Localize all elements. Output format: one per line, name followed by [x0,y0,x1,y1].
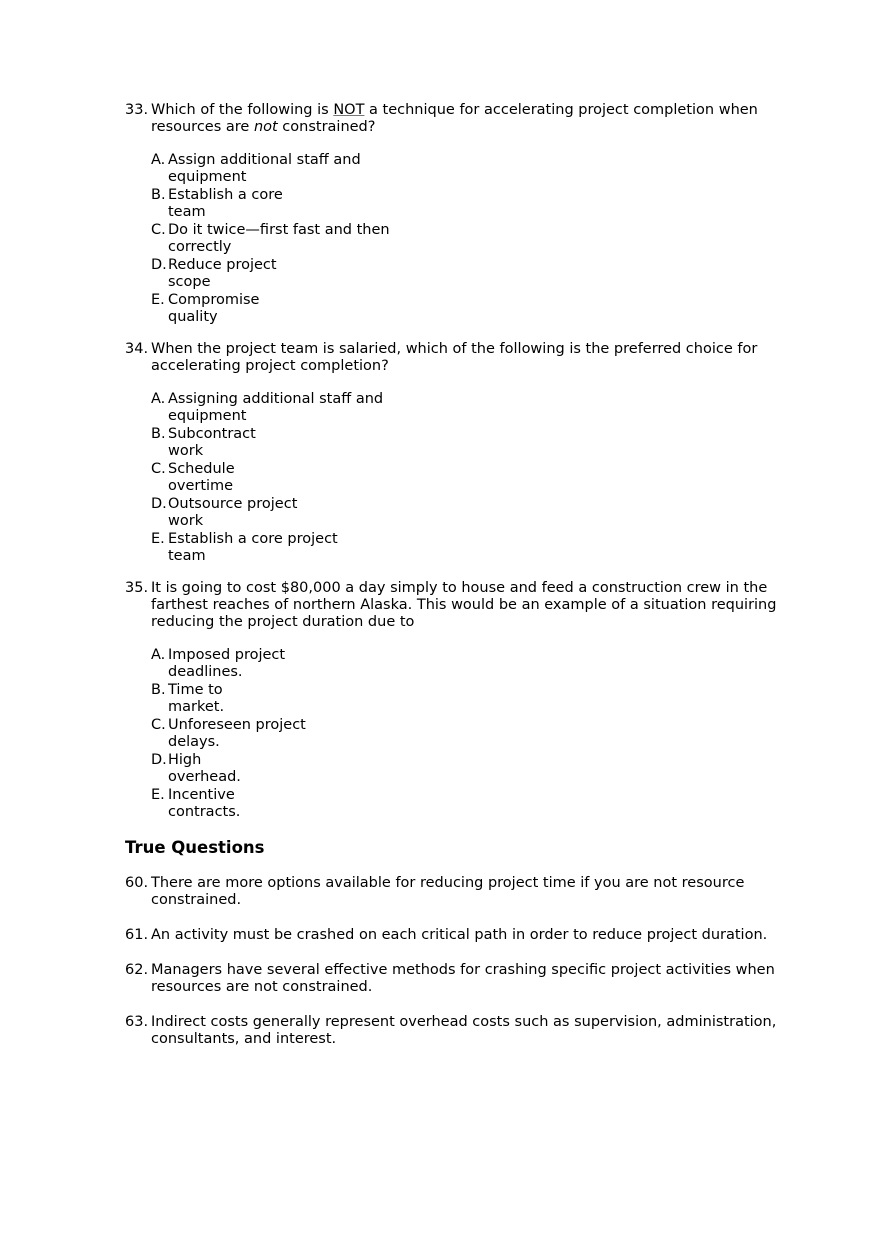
answer-option: E. Establish a core project team [151,531,338,564]
question-33 [125,102,785,327]
question-number: 61. [125,927,149,943]
answer-option: A. Assign additional staff and equipment [151,152,361,185]
answer-option: C. Do it twice—first fast and then correctly [151,222,390,255]
question-35 [125,580,785,822]
question-text: Indirect costs generally represent overhead costs such as supervision, administration, consultants, and interest. [151,1014,777,1047]
question-number: 35. [125,580,149,596]
question-text: Managers have several effective methods for crashing specific project activities when resources are not constrained. [151,962,775,995]
answer-option: B. Time to market. [151,682,225,715]
answer-options [151,647,785,821]
answer-option: D. High overhead. [151,752,241,785]
question-text: It is going to cost $80,000 a day simply to house and feed a construction crew in the farthest reaches of northern Alaska. This would be an example of a situation requiring reducing the project duration due to [151,580,777,630]
true-question-60 [125,875,785,909]
answer-option: C. Unforeseen project delays. [151,717,306,750]
question-number: 60. [125,875,149,891]
section-heading: True Questions [125,838,265,857]
answer-option: B. Subcontract work [151,426,256,459]
answer-option: D. Outsource project work [151,496,298,529]
answer-option: E. Compromise quality [151,292,260,325]
question-text: There are more options available for reducing project time if you are not resource constrained. [151,875,745,908]
true-question-61 [125,927,785,944]
answer-options [151,391,785,565]
underlined-text: NOT [333,102,365,118]
true-question-62 [125,962,785,996]
question-number: 34. [125,341,149,357]
question-text: When the project team is salaried, which of the following is the preferred choice for accelerating project completion? [151,341,758,374]
answer-option: A. Imposed project deadlines. [151,647,286,680]
answer-option: B. Establish a core team [151,187,283,220]
answer-option: C. Schedule overtime [151,461,235,494]
question-number: 33. [125,102,149,118]
answer-option: E. Incentive contracts. [151,787,241,820]
answer-option: A. Assigning additional staff and equipment [151,391,384,424]
document-page [125,102,785,1066]
true-question-63 [125,1014,785,1048]
question-number: 62. [125,962,149,978]
question-34 [125,341,785,566]
question-text: Which of the following is NOT a technique for accelerating project completion when resources are not constrained? [151,102,758,135]
question-number: 63. [125,1014,149,1030]
answer-options [151,152,785,326]
question-text: An activity must be crashed on each critical path in order to reduce project duration. [151,927,768,943]
answer-option: D. Reduce project scope [151,257,277,290]
italic-text: not [253,119,278,135]
